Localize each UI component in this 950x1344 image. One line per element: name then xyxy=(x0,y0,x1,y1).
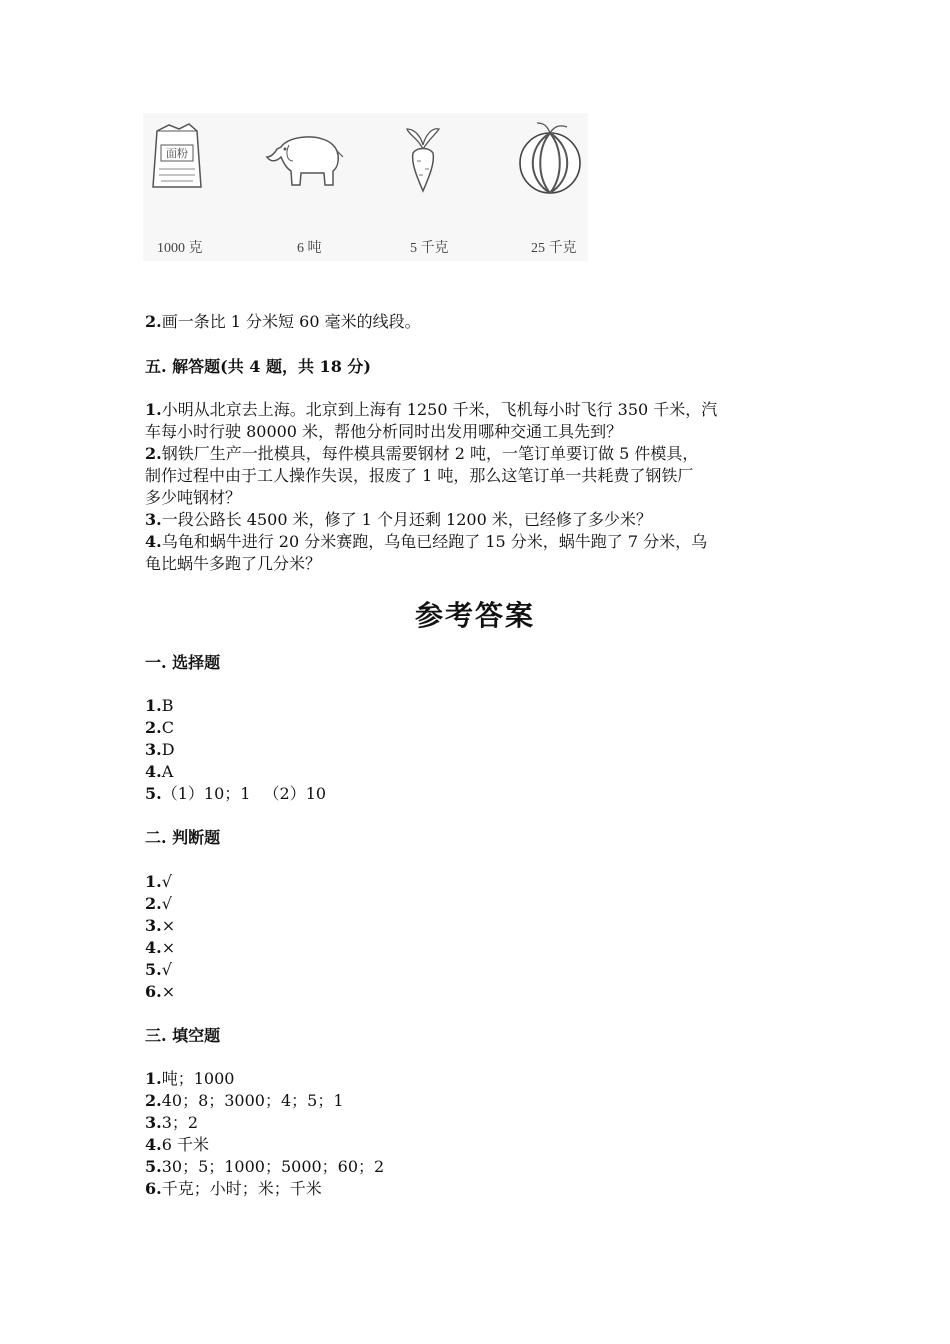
answer-item xyxy=(145,959,172,981)
radish-weight: 5 千克 xyxy=(410,241,449,256)
problem-line xyxy=(145,531,707,553)
answer-text: C xyxy=(161,718,174,737)
question-2 xyxy=(145,311,421,333)
problem-line xyxy=(145,443,698,465)
question-text: 画一条比 1 分米短 60 毫米的线段。 xyxy=(161,312,421,331)
answer-item xyxy=(145,739,175,761)
weights-figure xyxy=(143,113,588,261)
answer-item xyxy=(145,981,175,1003)
watermelon-weight: 25 千克 xyxy=(531,241,577,256)
answer-number: 2. xyxy=(145,1091,162,1110)
answer-item xyxy=(145,717,174,739)
problem-text: 乌龟和蜗牛进行 20 分米赛跑，乌龟已经跑了 15 分米，蜗牛跑了 7 分米，乌 xyxy=(161,532,708,551)
question-number: 2. xyxy=(145,312,162,331)
answer-number: 3. xyxy=(145,740,162,759)
problem-text: 龟比蜗牛多跑了几分米？ xyxy=(145,554,322,573)
elephant-weight: 6 吨 xyxy=(297,241,322,256)
answer-text: 3；2 xyxy=(161,1113,199,1132)
problem-line xyxy=(145,553,321,575)
answer-text: × xyxy=(161,982,176,1001)
answer-item xyxy=(145,761,173,783)
answer-number: 3. xyxy=(145,1113,162,1132)
answer-text: B xyxy=(161,696,174,715)
elephant-icon xyxy=(261,127,347,193)
problem-line xyxy=(145,487,241,509)
watermelon-icon xyxy=(517,119,583,201)
answer-number: 1. xyxy=(145,1069,162,1088)
problem-text: 制作过程中由于工人操作失误，报废了 1 吨，那么这笔订单一共耗费了钢铁厂 xyxy=(145,466,694,485)
answer-text: × xyxy=(161,916,176,935)
radish-icon xyxy=(399,123,447,197)
answer-number: 2. xyxy=(145,718,162,737)
answer-number: 5. xyxy=(145,960,162,979)
answer-number: 5. xyxy=(145,1157,162,1176)
answer-number: 2. xyxy=(145,894,162,913)
answer-item xyxy=(145,937,175,959)
answer-item xyxy=(145,695,173,717)
answer-text: 吨；1000 xyxy=(161,1069,235,1088)
problem-text: 一段公路长 4500 米，修了 1 个月还剩 1200 米，已经修了多少米？ xyxy=(161,510,652,529)
answer-text: 40；8；3000；4；5；1 xyxy=(161,1091,344,1110)
flour-bag-icon xyxy=(149,121,205,197)
answer-text: 6 千米 xyxy=(161,1135,209,1154)
answer-item xyxy=(145,893,172,915)
answer-text: D xyxy=(161,740,175,759)
problem-number: 1. xyxy=(145,400,162,419)
problem-number: 4. xyxy=(145,532,162,551)
answer-item xyxy=(145,1090,344,1112)
problem-line xyxy=(145,399,717,421)
answer-item xyxy=(145,1178,322,1200)
answer-number: 1. xyxy=(145,696,162,715)
answer-number: 4. xyxy=(145,762,162,781)
answer-number: 5. xyxy=(145,784,162,803)
answer-item xyxy=(145,871,172,893)
answer-text: （1）10；1 （2）10 xyxy=(161,784,327,803)
problem-number: 3. xyxy=(145,510,162,529)
answer-text: √ xyxy=(161,872,172,891)
problem-line xyxy=(145,465,693,487)
answer-item xyxy=(145,1068,234,1090)
answers-section-3-heading: 三. 填空题 xyxy=(145,1026,221,1045)
problem-line xyxy=(145,421,622,443)
answer-number: 1. xyxy=(145,872,162,891)
problem-text: 钢铁厂生产一批模具，每件模具需要钢材 2 吨，一笔订单要订做 5 件模具， xyxy=(161,444,699,463)
answers-section-2-heading: 二. 判断题 xyxy=(145,828,221,847)
answer-number: 3. xyxy=(145,916,162,935)
answer-text: √ xyxy=(161,960,172,979)
answer-text: 30；5；1000；5000；60；2 xyxy=(161,1157,385,1176)
answer-number: 4. xyxy=(145,938,162,957)
answer-text: 千克；小时；米；千米 xyxy=(161,1179,322,1198)
answer-text: A xyxy=(161,762,174,781)
answer-item xyxy=(145,1134,209,1156)
section-5-heading: 五. 解答题(共 4 题，共 18 分) xyxy=(145,357,371,376)
answer-item xyxy=(145,1112,198,1134)
answer-item xyxy=(145,783,326,805)
answer-text: √ xyxy=(161,894,172,913)
answer-number: 4. xyxy=(145,1135,162,1154)
answer-number: 6. xyxy=(145,982,162,1001)
answer-number: 6. xyxy=(145,1179,162,1198)
answers-section-1-heading: 一. 选择题 xyxy=(145,653,221,672)
problem-number: 2. xyxy=(145,444,162,463)
answer-item xyxy=(145,1156,384,1178)
flour-weight: 1000 克 xyxy=(157,241,203,256)
answers-title: 参考答案 xyxy=(414,599,535,632)
problem-text: 小明从北京去上海。北京到上海有 1250 千米，飞机每小时飞行 350 千米，汽 xyxy=(161,400,718,419)
problem-text: 车每小时行驶 80000 米，帮他分析同时出发用哪种交通工具先到？ xyxy=(145,422,623,441)
problem-text: 多少吨钢材？ xyxy=(145,488,242,507)
flour-label: 面粉 xyxy=(166,147,188,160)
answer-item xyxy=(145,915,175,937)
problem-line xyxy=(145,509,652,531)
answer-text: × xyxy=(161,938,176,957)
